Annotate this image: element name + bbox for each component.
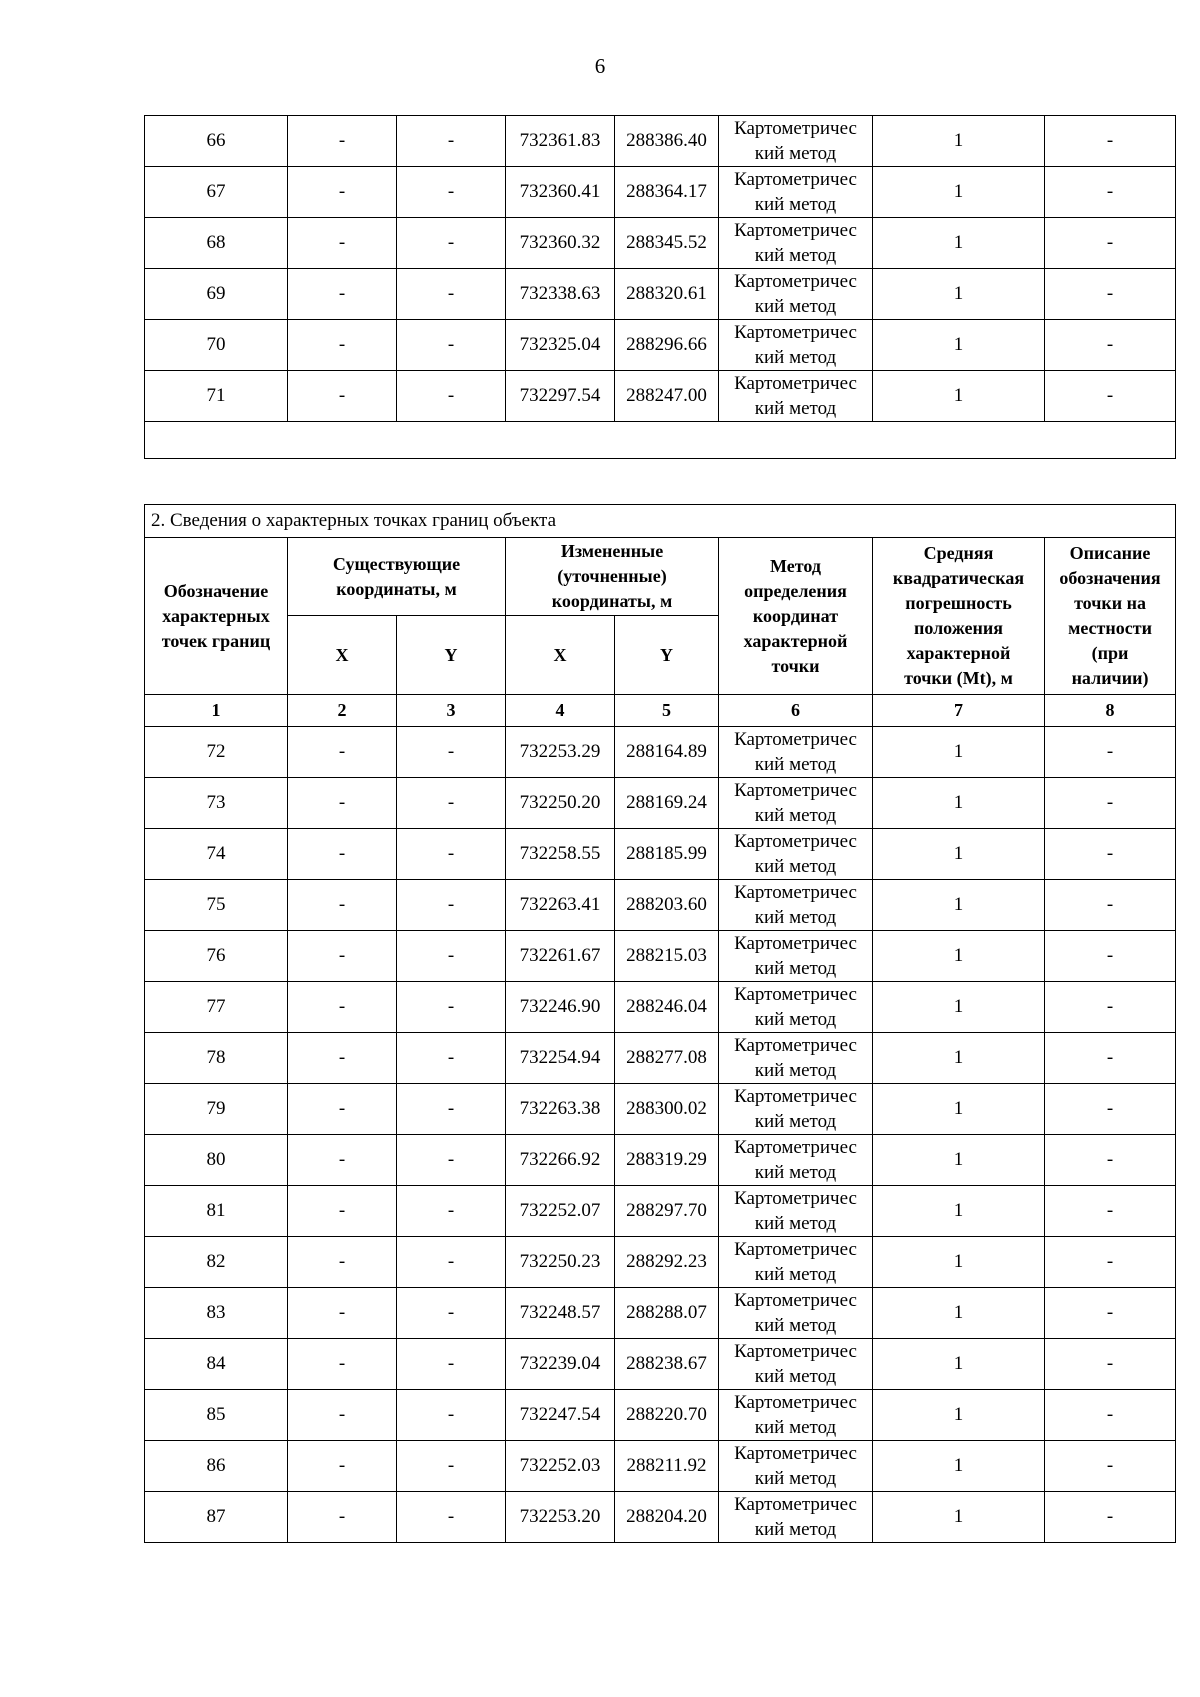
existing-x-cell: - bbox=[288, 982, 397, 1033]
method-cell: Картометричес кий метод bbox=[719, 1390, 873, 1441]
point-id-cell: 83 bbox=[145, 1288, 288, 1339]
changed-x-cell: 732338.63 bbox=[506, 269, 615, 320]
error-cell: 1 bbox=[873, 1084, 1045, 1135]
table-row bbox=[145, 1033, 1176, 1084]
changed-y-cell: 288169.24 bbox=[615, 778, 719, 829]
method-cell: Картометричес кий метод bbox=[719, 116, 873, 167]
existing-y-cell: - bbox=[397, 1084, 506, 1135]
method-cell: Картометричес кий метод bbox=[719, 1492, 873, 1543]
existing-y-cell: - bbox=[397, 116, 506, 167]
existing-x-cell: - bbox=[288, 218, 397, 269]
table-row bbox=[145, 1441, 1176, 1492]
header-changed-coordinates: Измененные (уточненные) координаты, м bbox=[506, 538, 719, 616]
changed-y-cell: 288220.70 bbox=[615, 1390, 719, 1441]
point-id-cell: 86 bbox=[145, 1441, 288, 1492]
point-id-cell: 76 bbox=[145, 931, 288, 982]
existing-x-cell: - bbox=[288, 829, 397, 880]
table-row bbox=[145, 167, 1176, 218]
boundary-points-table bbox=[144, 504, 1176, 1543]
existing-x-cell: - bbox=[288, 1135, 397, 1186]
column-number-cell: 7 bbox=[873, 695, 1045, 727]
changed-x-cell: 732360.32 bbox=[506, 218, 615, 269]
header-existing-x: X bbox=[288, 616, 397, 695]
existing-y-cell: - bbox=[397, 778, 506, 829]
description-cell: - bbox=[1045, 269, 1176, 320]
existing-x-cell: - bbox=[288, 167, 397, 218]
table-row bbox=[145, 1084, 1176, 1135]
error-cell: 1 bbox=[873, 1186, 1045, 1237]
coordinates-table-continued bbox=[144, 115, 1176, 459]
description-cell: - bbox=[1045, 880, 1176, 931]
description-cell: - bbox=[1045, 1441, 1176, 1492]
error-cell: 1 bbox=[873, 1237, 1045, 1288]
existing-x-cell: - bbox=[288, 1288, 397, 1339]
point-id-cell: 67 bbox=[145, 167, 288, 218]
changed-y-cell: 288364.17 bbox=[615, 167, 719, 218]
changed-y-cell: 288246.04 bbox=[615, 982, 719, 1033]
table-row bbox=[145, 931, 1176, 982]
error-cell: 1 bbox=[873, 371, 1045, 422]
error-cell: 1 bbox=[873, 269, 1045, 320]
changed-y-cell: 288164.89 bbox=[615, 727, 719, 778]
changed-y-cell: 288247.00 bbox=[615, 371, 719, 422]
changed-y-cell: 288300.02 bbox=[615, 1084, 719, 1135]
method-cell: Картометричес кий метод bbox=[719, 167, 873, 218]
existing-x-cell: - bbox=[288, 269, 397, 320]
existing-y-cell: - bbox=[397, 1186, 506, 1237]
error-cell: 1 bbox=[873, 218, 1045, 269]
point-id-cell: 79 bbox=[145, 1084, 288, 1135]
description-cell: - bbox=[1045, 1390, 1176, 1441]
section-title-row bbox=[145, 505, 1176, 538]
point-id-cell: 73 bbox=[145, 778, 288, 829]
description-cell: - bbox=[1045, 1492, 1176, 1543]
changed-y-cell: 288292.23 bbox=[615, 1237, 719, 1288]
header-changed-x: X bbox=[506, 616, 615, 695]
header-method: Метод определения координат характерной точки bbox=[719, 538, 873, 695]
point-id-cell: 77 bbox=[145, 982, 288, 1033]
column-number-cell: 6 bbox=[719, 695, 873, 727]
description-cell: - bbox=[1045, 218, 1176, 269]
description-cell: - bbox=[1045, 1237, 1176, 1288]
point-id-cell: 84 bbox=[145, 1339, 288, 1390]
existing-x-cell: - bbox=[288, 880, 397, 931]
table-row bbox=[145, 880, 1176, 931]
column-number-cell: 8 bbox=[1045, 695, 1176, 727]
table-row bbox=[145, 1288, 1176, 1339]
description-cell: - bbox=[1045, 982, 1176, 1033]
point-id-cell: 70 bbox=[145, 320, 288, 371]
existing-y-cell: - bbox=[397, 1033, 506, 1084]
changed-y-cell: 288215.03 bbox=[615, 931, 719, 982]
error-cell: 1 bbox=[873, 829, 1045, 880]
header-changed-y: Y bbox=[615, 616, 719, 695]
method-cell: Картометричес кий метод bbox=[719, 1339, 873, 1390]
table-row bbox=[145, 829, 1176, 880]
description-cell: - bbox=[1045, 116, 1176, 167]
existing-x-cell: - bbox=[288, 1390, 397, 1441]
point-id-cell: 81 bbox=[145, 1186, 288, 1237]
error-cell: 1 bbox=[873, 931, 1045, 982]
method-cell: Картометричес кий метод bbox=[719, 1288, 873, 1339]
table-row bbox=[145, 982, 1176, 1033]
changed-y-cell: 288296.66 bbox=[615, 320, 719, 371]
changed-y-cell: 288320.61 bbox=[615, 269, 719, 320]
table-row bbox=[145, 218, 1176, 269]
method-cell: Картометричес кий метод bbox=[719, 1441, 873, 1492]
column-number-cell: 5 bbox=[615, 695, 719, 727]
changed-y-cell: 288238.67 bbox=[615, 1339, 719, 1390]
changed-x-cell: 732263.41 bbox=[506, 880, 615, 931]
existing-y-cell: - bbox=[397, 1441, 506, 1492]
existing-y-cell: - bbox=[397, 1390, 506, 1441]
description-cell: - bbox=[1045, 778, 1176, 829]
changed-y-cell: 288288.07 bbox=[615, 1288, 719, 1339]
table-row bbox=[145, 1390, 1176, 1441]
table-row bbox=[145, 727, 1176, 778]
column-number-cell: 3 bbox=[397, 695, 506, 727]
description-cell: - bbox=[1045, 1339, 1176, 1390]
error-cell: 1 bbox=[873, 1390, 1045, 1441]
existing-y-cell: - bbox=[397, 931, 506, 982]
method-cell: Картометричес кий метод bbox=[719, 218, 873, 269]
description-cell: - bbox=[1045, 931, 1176, 982]
header-error: Средняя квадратическая погрешность положения характерной точки (Mt), м bbox=[873, 538, 1045, 695]
changed-x-cell: 732250.23 bbox=[506, 1237, 615, 1288]
changed-x-cell: 732253.29 bbox=[506, 727, 615, 778]
existing-x-cell: - bbox=[288, 1186, 397, 1237]
method-cell: Картометричес кий метод bbox=[719, 982, 873, 1033]
description-cell: - bbox=[1045, 727, 1176, 778]
changed-x-cell: 732253.20 bbox=[506, 1492, 615, 1543]
empty-row bbox=[145, 422, 1176, 459]
changed-x-cell: 732254.94 bbox=[506, 1033, 615, 1084]
changed-y-cell: 288211.92 bbox=[615, 1441, 719, 1492]
table-row bbox=[145, 778, 1176, 829]
existing-x-cell: - bbox=[288, 727, 397, 778]
changed-y-cell: 288185.99 bbox=[615, 829, 719, 880]
header-row bbox=[145, 538, 1176, 616]
existing-y-cell: - bbox=[397, 269, 506, 320]
point-id-cell: 85 bbox=[145, 1390, 288, 1441]
changed-x-cell: 732360.41 bbox=[506, 167, 615, 218]
method-cell: Картометричес кий метод bbox=[719, 1237, 873, 1288]
changed-x-cell: 732263.38 bbox=[506, 1084, 615, 1135]
changed-y-cell: 288345.52 bbox=[615, 218, 719, 269]
description-cell: - bbox=[1045, 1135, 1176, 1186]
changed-x-cell: 732252.03 bbox=[506, 1441, 615, 1492]
table-row bbox=[145, 1135, 1176, 1186]
changed-x-cell: 732239.04 bbox=[506, 1339, 615, 1390]
changed-x-cell: 732247.54 bbox=[506, 1390, 615, 1441]
point-id-cell: 74 bbox=[145, 829, 288, 880]
error-cell: 1 bbox=[873, 116, 1045, 167]
description-cell: - bbox=[1045, 371, 1176, 422]
existing-x-cell: - bbox=[288, 116, 397, 167]
table-row bbox=[145, 371, 1176, 422]
existing-y-cell: - bbox=[397, 829, 506, 880]
changed-y-cell: 288386.40 bbox=[615, 116, 719, 167]
error-cell: 1 bbox=[873, 1288, 1045, 1339]
changed-x-cell: 732250.20 bbox=[506, 778, 615, 829]
changed-x-cell: 732261.67 bbox=[506, 931, 615, 982]
changed-x-cell: 732252.07 bbox=[506, 1186, 615, 1237]
existing-y-cell: - bbox=[397, 320, 506, 371]
error-cell: 1 bbox=[873, 1135, 1045, 1186]
existing-y-cell: - bbox=[397, 880, 506, 931]
existing-y-cell: - bbox=[397, 1492, 506, 1543]
column-numbers-row bbox=[145, 695, 1176, 727]
changed-x-cell: 732325.04 bbox=[506, 320, 615, 371]
point-id-cell: 72 bbox=[145, 727, 288, 778]
point-id-cell: 71 bbox=[145, 371, 288, 422]
empty-cell bbox=[145, 422, 1176, 459]
error-cell: 1 bbox=[873, 320, 1045, 371]
point-id-cell: 68 bbox=[145, 218, 288, 269]
existing-y-cell: - bbox=[397, 218, 506, 269]
error-cell: 1 bbox=[873, 1033, 1045, 1084]
header-description: Описание обозначения точки на местности (при наличии) bbox=[1045, 538, 1176, 695]
point-id-cell: 75 bbox=[145, 880, 288, 931]
point-id-cell: 82 bbox=[145, 1237, 288, 1288]
existing-y-cell: - bbox=[397, 1288, 506, 1339]
table-row bbox=[145, 1492, 1176, 1543]
header-existing-y: Y bbox=[397, 616, 506, 695]
description-cell: - bbox=[1045, 1186, 1176, 1237]
existing-x-cell: - bbox=[288, 1441, 397, 1492]
changed-x-cell: 732246.90 bbox=[506, 982, 615, 1033]
existing-x-cell: - bbox=[288, 1339, 397, 1390]
column-number-cell: 4 bbox=[506, 695, 615, 727]
method-cell: Картометричес кий метод bbox=[719, 727, 873, 778]
description-cell: - bbox=[1045, 829, 1176, 880]
method-cell: Картометричес кий метод bbox=[719, 1135, 873, 1186]
changed-x-cell: 732258.55 bbox=[506, 829, 615, 880]
existing-y-cell: - bbox=[397, 371, 506, 422]
changed-y-cell: 288277.08 bbox=[615, 1033, 719, 1084]
error-cell: 1 bbox=[873, 1339, 1045, 1390]
existing-x-cell: - bbox=[288, 931, 397, 982]
column-number-cell: 2 bbox=[288, 695, 397, 727]
changed-y-cell: 288297.70 bbox=[615, 1186, 719, 1237]
existing-y-cell: - bbox=[397, 1135, 506, 1186]
method-cell: Картометричес кий метод bbox=[719, 1084, 873, 1135]
point-id-cell: 87 bbox=[145, 1492, 288, 1543]
method-cell: Картометричес кий метод bbox=[719, 829, 873, 880]
error-cell: 1 bbox=[873, 982, 1045, 1033]
method-cell: Картометричес кий метод bbox=[719, 931, 873, 982]
error-cell: 1 bbox=[873, 727, 1045, 778]
error-cell: 1 bbox=[873, 778, 1045, 829]
changed-y-cell: 288203.60 bbox=[615, 880, 719, 931]
changed-x-cell: 732297.54 bbox=[506, 371, 615, 422]
point-id-cell: 78 bbox=[145, 1033, 288, 1084]
existing-y-cell: - bbox=[397, 727, 506, 778]
existing-x-cell: - bbox=[288, 1492, 397, 1543]
existing-x-cell: - bbox=[288, 778, 397, 829]
existing-x-cell: - bbox=[288, 1033, 397, 1084]
description-cell: - bbox=[1045, 1033, 1176, 1084]
existing-x-cell: - bbox=[288, 371, 397, 422]
changed-x-cell: 732361.83 bbox=[506, 116, 615, 167]
point-id-cell: 80 bbox=[145, 1135, 288, 1186]
error-cell: 1 bbox=[873, 880, 1045, 931]
method-cell: Картометричес кий метод bbox=[719, 1033, 873, 1084]
description-cell: - bbox=[1045, 320, 1176, 371]
method-cell: Картометричес кий метод bbox=[719, 371, 873, 422]
existing-x-cell: - bbox=[288, 320, 397, 371]
description-cell: - bbox=[1045, 1288, 1176, 1339]
existing-y-cell: - bbox=[397, 1237, 506, 1288]
existing-x-cell: - bbox=[288, 1084, 397, 1135]
existing-x-cell: - bbox=[288, 1237, 397, 1288]
method-cell: Картометричес кий метод bbox=[719, 269, 873, 320]
changed-x-cell: 732266.92 bbox=[506, 1135, 615, 1186]
table-row bbox=[145, 116, 1176, 167]
changed-y-cell: 288204.20 bbox=[615, 1492, 719, 1543]
description-cell: - bbox=[1045, 1084, 1176, 1135]
method-cell: Картометричес кий метод bbox=[719, 320, 873, 371]
header-designation: Обозначение характерных точек границ bbox=[145, 538, 288, 695]
table-row bbox=[145, 269, 1176, 320]
method-cell: Картометричес кий метод bbox=[719, 1186, 873, 1237]
column-number-cell: 1 bbox=[145, 695, 288, 727]
existing-y-cell: - bbox=[397, 167, 506, 218]
header-existing-coordinates: Существующие координаты, м bbox=[288, 538, 506, 616]
table-row bbox=[145, 1186, 1176, 1237]
point-id-cell: 66 bbox=[145, 116, 288, 167]
point-id-cell: 69 bbox=[145, 269, 288, 320]
table-body bbox=[145, 116, 1176, 422]
error-cell: 1 bbox=[873, 167, 1045, 218]
table-row bbox=[145, 1339, 1176, 1390]
table-row bbox=[145, 1237, 1176, 1288]
page-number: 6 bbox=[594, 54, 606, 78]
error-cell: 1 bbox=[873, 1492, 1045, 1543]
description-cell: - bbox=[1045, 167, 1176, 218]
changed-x-cell: 732248.57 bbox=[506, 1288, 615, 1339]
method-cell: Картометричес кий метод bbox=[719, 778, 873, 829]
table-body bbox=[145, 727, 1176, 1543]
method-cell: Картометричес кий метод bbox=[719, 880, 873, 931]
existing-y-cell: - bbox=[397, 982, 506, 1033]
table-row bbox=[145, 320, 1176, 371]
existing-y-cell: - bbox=[397, 1339, 506, 1390]
error-cell: 1 bbox=[873, 1441, 1045, 1492]
section-title: 2. Сведения о характерных точках границ объекта bbox=[145, 505, 1176, 538]
changed-y-cell: 288319.29 bbox=[615, 1135, 719, 1186]
